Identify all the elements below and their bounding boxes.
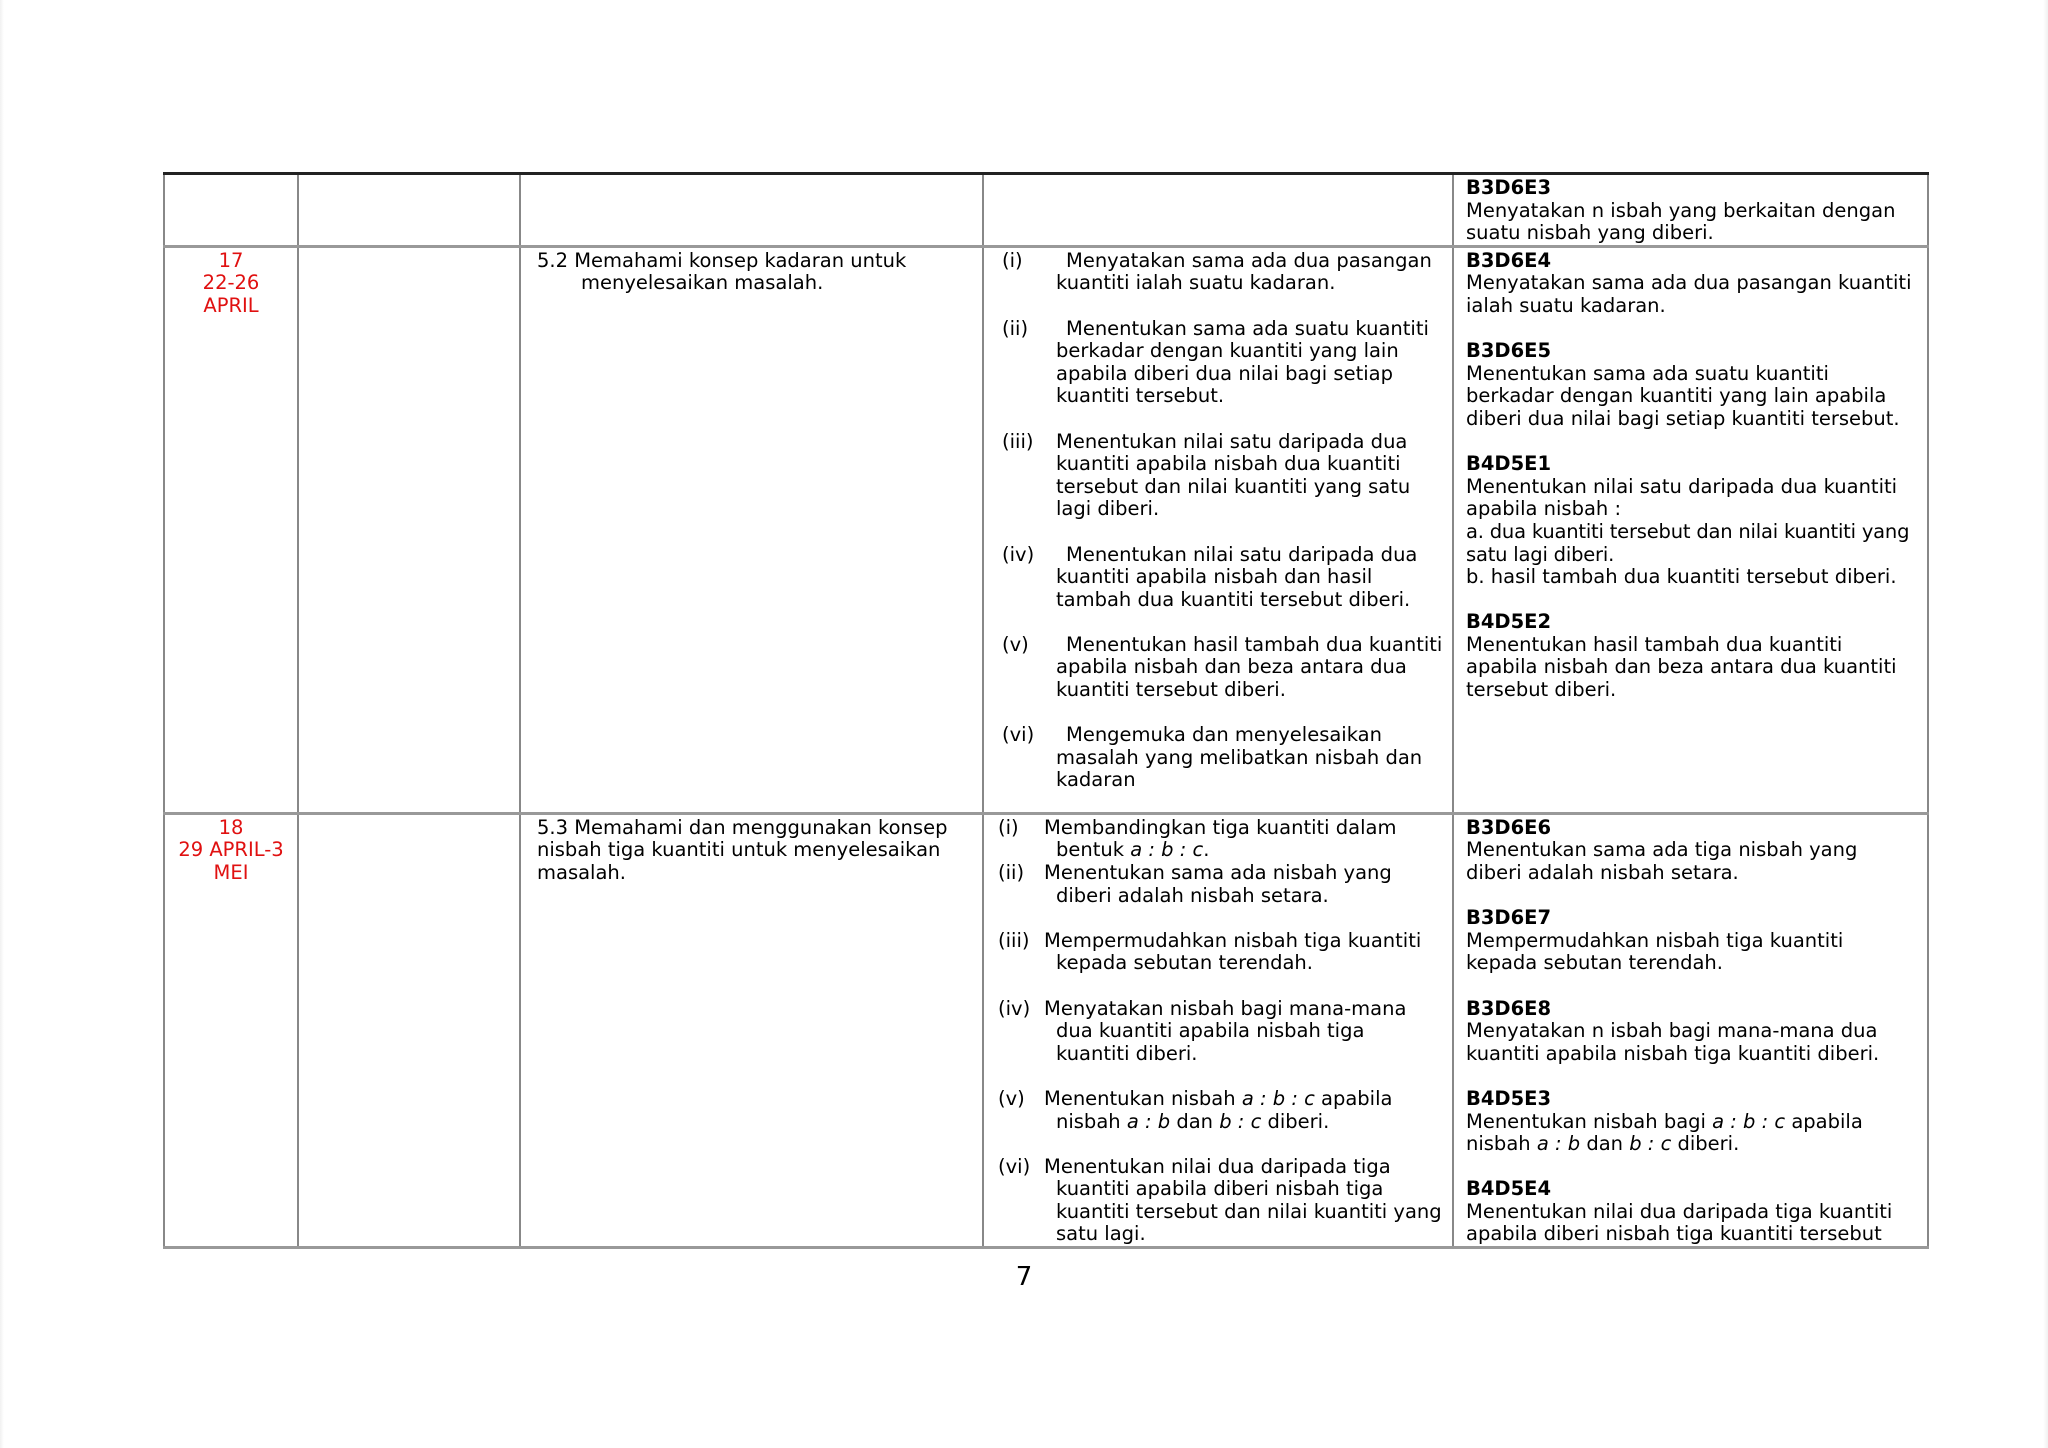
standard-code: B4D5E3: [1466, 1086, 1552, 1110]
page-number: 7: [1015, 1262, 1033, 1292]
week-cell: [164, 813, 298, 1247]
formula: b : c: [1219, 1109, 1262, 1133]
standard-code: B3D6E6: [1466, 815, 1552, 839]
formula: a : b : c: [1712, 1109, 1786, 1133]
item-number: (vi): [1002, 723, 1035, 747]
empty-cell: [298, 174, 520, 247]
item-text: Menyatakan nisbah bagi mana-mana dua kuantiti apabila nisbah tiga kuantiti diberi.: [1044, 996, 1407, 1065]
list-item: [998, 1088, 1444, 1133]
list-item: [1002, 634, 1444, 702]
objective-cell: [520, 813, 983, 1247]
formula: a : b: [1536, 1132, 1581, 1156]
item-number: (iii): [998, 928, 1030, 952]
item-text: Membandingkan tiga kuantiti dalam bentuk a : b : c.: [1044, 815, 1397, 862]
standard-subitem: a. dua kuantiti tersebut dan nilai kuantiti yang satu lagi diberi.: [1466, 519, 1910, 566]
list-item: [998, 817, 1444, 862]
list-item: [1002, 544, 1444, 612]
standard-text: Menentukan sama ada suatu kuantiti berkadar dengan kuantiti yang lain apabila diberi dua nilai bagi setiap kuantiti tersebut.: [1466, 361, 1900, 430]
learning-objective: [537, 250, 974, 295]
standard-text: Menyatakan n isbah bagi mana-mana dua kuantiti apabila nisbah tiga kuantiti diberi.: [1466, 1019, 1880, 1065]
objective-cell: [520, 246, 983, 813]
objective-text: Memahami dan menggunakan konsep nisbah tiga kuantiti untuk menyelesaikan masalah.: [537, 815, 948, 884]
lesson-plan-table: [163, 172, 1929, 1249]
week-month: MEI: [213, 860, 249, 884]
week-number: 17: [218, 248, 244, 272]
item-text: Menyatakan sama ada dua pasangan kuantiti ialah suatu kadaran.: [1056, 248, 1432, 295]
formula: b : c: [1629, 1132, 1672, 1156]
week-cell: [164, 246, 298, 813]
standard-code: B4D5E1: [1466, 452, 1552, 476]
item-number: (i): [998, 815, 1019, 839]
item-text: Menentukan hasil tambah dua kuantiti apabila nisbah dan beza antara dua kuantiti tersebut diberi.: [1056, 632, 1443, 702]
objective-cell: [520, 174, 983, 247]
formula: a : b : c: [1130, 838, 1204, 862]
standard-code: B3D6E7: [1466, 906, 1552, 930]
standard-code: B3D6E4: [1466, 248, 1552, 272]
standard-text: Menentukan hasil tambah dua kuantiti apabila nisbah dan beza antara dua kuantiti tersebut diberi.: [1466, 632, 1897, 702]
outcomes-cell: [983, 813, 1453, 1247]
standard-text: Menyatakan n isbah yang berkaitan dengan suatu nisbah yang diberi.: [1466, 198, 1896, 245]
item-text: Menentukan sama ada suatu kuantiti berkadar dengan kuantiti yang lain apabila diberi dua nilai bagi setiap kuantiti tersebut.: [1056, 316, 1429, 408]
learning-objective: [537, 817, 974, 885]
week-cell: [164, 174, 298, 247]
list-item: [1002, 431, 1444, 521]
item-number: (v): [998, 1086, 1025, 1110]
standard-code: B4D5E2: [1466, 610, 1552, 634]
standard-text: Menyatakan sama ada dua pasangan kuantiti ialah suatu kadaran.: [1466, 271, 1912, 317]
week-number: 18: [218, 815, 244, 839]
item-text: Menentukan nilai dua daripada tiga kuantiti apabila diberi nisbah tiga kuantiti tersebut dan nilai kuantiti yang satu lagi.: [1044, 1154, 1442, 1246]
item-number: (i): [1002, 248, 1023, 272]
list-item: [1002, 318, 1444, 408]
week-dates: 22-26: [202, 271, 260, 295]
standards-cell: [1453, 246, 1928, 813]
standards-cell: [1453, 174, 1928, 247]
standard-text: Menentukan nilai satu daripada dua kuantiti apabila nisbah :: [1466, 474, 1898, 521]
formula: a : b : c: [1241, 1086, 1315, 1110]
item-text: Menentukan nisbah a : b : c apabila nisbah a : b dan b : c diberi.: [1044, 1086, 1393, 1133]
item-text: Mengemuka dan menyelesaikan masalah yang melibatkan nisbah dan kadaran: [1056, 723, 1423, 792]
item-text: Menentukan nilai satu daripada dua kuantiti apabila nisbah dan hasil tambah dua kuantiti tersebut diberi.: [1056, 542, 1418, 611]
item-text: Menentukan sama ada nisbah yang diberi adalah nisbah setara.: [1044, 860, 1392, 907]
list-item: [998, 862, 1444, 907]
item-number: (ii): [1002, 316, 1029, 340]
standard-text: Mempermudahkan nisbah tiga kuantiti kepada sebutan terendah.: [1466, 928, 1844, 975]
standards-cell: [1453, 813, 1928, 1247]
table-row: [164, 813, 1928, 1247]
standard-text: Menentukan sama ada tiga nisbah yang diberi adalah nisbah setara.: [1466, 838, 1858, 884]
empty-cell: [298, 813, 520, 1247]
standard-text: Menentukan nisbah bagi a : b : c apabila nisbah a : b dan b : c diberi.: [1466, 1109, 1863, 1156]
table-row: [164, 246, 1928, 813]
week-dates: 29 APRIL-3: [178, 838, 284, 862]
list-item: [998, 998, 1444, 1066]
objective-number: 5.2: [537, 248, 569, 272]
item-number: (iii): [1002, 429, 1034, 453]
standard-code: B3D6E5: [1466, 339, 1552, 363]
outcomes-cell: [983, 174, 1453, 247]
list-item: [998, 1156, 1444, 1246]
standard-subitem: b. hasil tambah dua kuantiti tersebut diberi.: [1466, 565, 1897, 589]
table-row: [164, 174, 1928, 247]
objective-text: Memahami konsep kadaran untuk menyelesaikan masalah.: [574, 248, 907, 295]
week-month: APRIL: [203, 293, 259, 317]
item-number: (iv): [998, 996, 1031, 1020]
standard-code: B3D6E3: [1466, 176, 1552, 199]
item-number: (vi): [998, 1154, 1031, 1178]
outcomes-cell: [983, 246, 1453, 813]
empty-cell: [298, 246, 520, 813]
list-item: [998, 930, 1444, 975]
item-text: Mempermudahkan nisbah tiga kuantiti kepada sebutan terendah.: [1044, 928, 1422, 975]
item-number: (v): [1002, 632, 1029, 656]
objective-number: 5.3: [537, 815, 569, 839]
standard-code: B3D6E8: [1466, 996, 1552, 1020]
standard-code: B4D5E4: [1466, 1177, 1552, 1201]
item-number: (iv): [1002, 542, 1035, 566]
item-text: Menentukan nilai satu daripada dua kuantiti apabila nisbah dua kuantiti tersebut dan nilai kuantiti yang satu lagi diberi.: [1056, 429, 1411, 521]
formula: a : b: [1126, 1109, 1171, 1133]
list-item: [1002, 724, 1444, 792]
list-item: [1002, 250, 1444, 295]
standard-text: Menentukan nilai dua daripada tiga kuantiti apabila diberi nisbah tiga kuantiti tersebut: [1466, 1199, 1893, 1246]
item-number: (ii): [998, 860, 1025, 884]
